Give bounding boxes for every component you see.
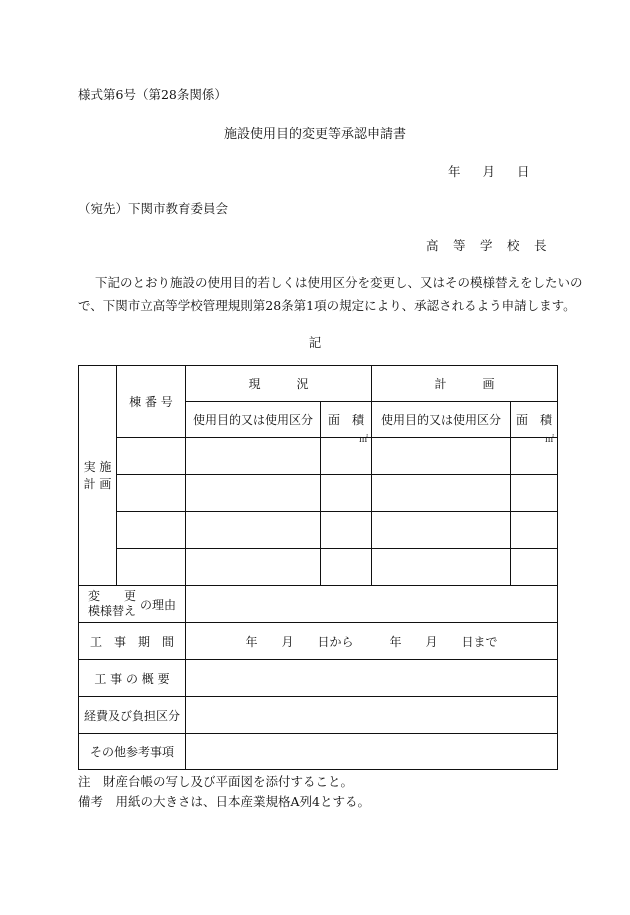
construction-period-value[interactable]: 年 月 日から 年 月 日まで xyxy=(186,623,558,660)
change-text: 変 更 xyxy=(87,589,136,603)
addressee: （宛先）下関市教育委員会 xyxy=(78,201,229,216)
construction-period-label: 工 事 期 間 xyxy=(79,623,186,660)
change-reason-label xyxy=(79,586,186,623)
plan-header: 計 画 xyxy=(372,366,558,402)
impl-plan-text: 実 施 計 画 xyxy=(83,459,112,491)
plan-use-cell[interactable] xyxy=(372,438,511,475)
note-attachment: 注 財産台帳の写し及び平面図を添付すること。 xyxy=(78,774,354,789)
current-area-cell[interactable] xyxy=(321,475,372,512)
other-reference-label: その他参考事項 xyxy=(79,734,186,770)
sqm-unit: ㎡ xyxy=(545,435,555,445)
cost-label: 経費及び負担区分 xyxy=(79,697,186,734)
building-no-cell[interactable] xyxy=(117,512,186,549)
current-area-cell[interactable] xyxy=(321,512,372,549)
current-use-cell[interactable] xyxy=(186,438,321,475)
building-no-cell[interactable] xyxy=(117,475,186,512)
other-reference-value[interactable] xyxy=(186,734,558,770)
body-text-line-2: で、下関市立高等学校管理規則第28条第1項の規定により、承認されるよう申請します。 xyxy=(78,298,576,313)
plan-area-cell[interactable] xyxy=(511,435,558,475)
reason-suffix: の理由 xyxy=(140,597,177,612)
sqm-unit: ㎡ xyxy=(359,435,369,445)
change-reason-left xyxy=(88,589,136,619)
plan-use-cell[interactable] xyxy=(372,512,511,549)
application-table xyxy=(78,365,557,769)
document-title: 施設使用目的変更等承認申請書 xyxy=(223,127,406,142)
current-area-header: 面 積 xyxy=(321,402,372,438)
plan-use-cell[interactable] xyxy=(372,549,511,586)
body-text-line-1: 下記のとおり施設の使用目的若しくは使用区分を変更し、又はその模様替えをしたいの xyxy=(95,275,583,290)
plan-area-header: 面 積 xyxy=(511,402,558,438)
applicant-school: 高 等 学 校 長 xyxy=(426,238,548,253)
date-field: 年 月 日 xyxy=(448,164,530,179)
current-use-cell[interactable] xyxy=(186,549,321,586)
note-paper-size: 備考 用紙の大きさは、日本産業規格A列4とする。 xyxy=(78,794,370,809)
plan-area-cell[interactable] xyxy=(511,475,558,512)
change-reason-value[interactable] xyxy=(186,586,558,623)
plan-use-header: 使用目的又は使用区分 xyxy=(372,402,511,438)
building-no-cell[interactable] xyxy=(117,549,186,586)
implementation-plan-label xyxy=(79,366,117,586)
plan-area-cell[interactable] xyxy=(511,549,558,586)
construction-overview-label: 工 事 の 概 要 xyxy=(79,660,186,697)
current-use-cell[interactable] xyxy=(186,475,321,512)
current-use-header: 使用目的又は使用区分 xyxy=(186,402,321,438)
form-number: 様式第6号（第28条関係） xyxy=(78,87,227,102)
current-use-cell[interactable] xyxy=(186,512,321,549)
building-number-header: 棟 番 号 xyxy=(117,366,186,438)
current-area-cell[interactable] xyxy=(321,549,372,586)
current-header: 現 況 xyxy=(186,366,372,402)
current-area-cell[interactable] xyxy=(321,435,372,475)
plan-area-cell[interactable] xyxy=(511,512,558,549)
plan-use-cell[interactable] xyxy=(372,475,511,512)
remodel-text: 模様替え xyxy=(87,604,136,618)
cost-value[interactable] xyxy=(186,697,558,734)
construction-overview-value[interactable] xyxy=(186,660,558,697)
ki-heading: 記 xyxy=(308,335,322,350)
building-no-cell[interactable] xyxy=(117,438,186,475)
